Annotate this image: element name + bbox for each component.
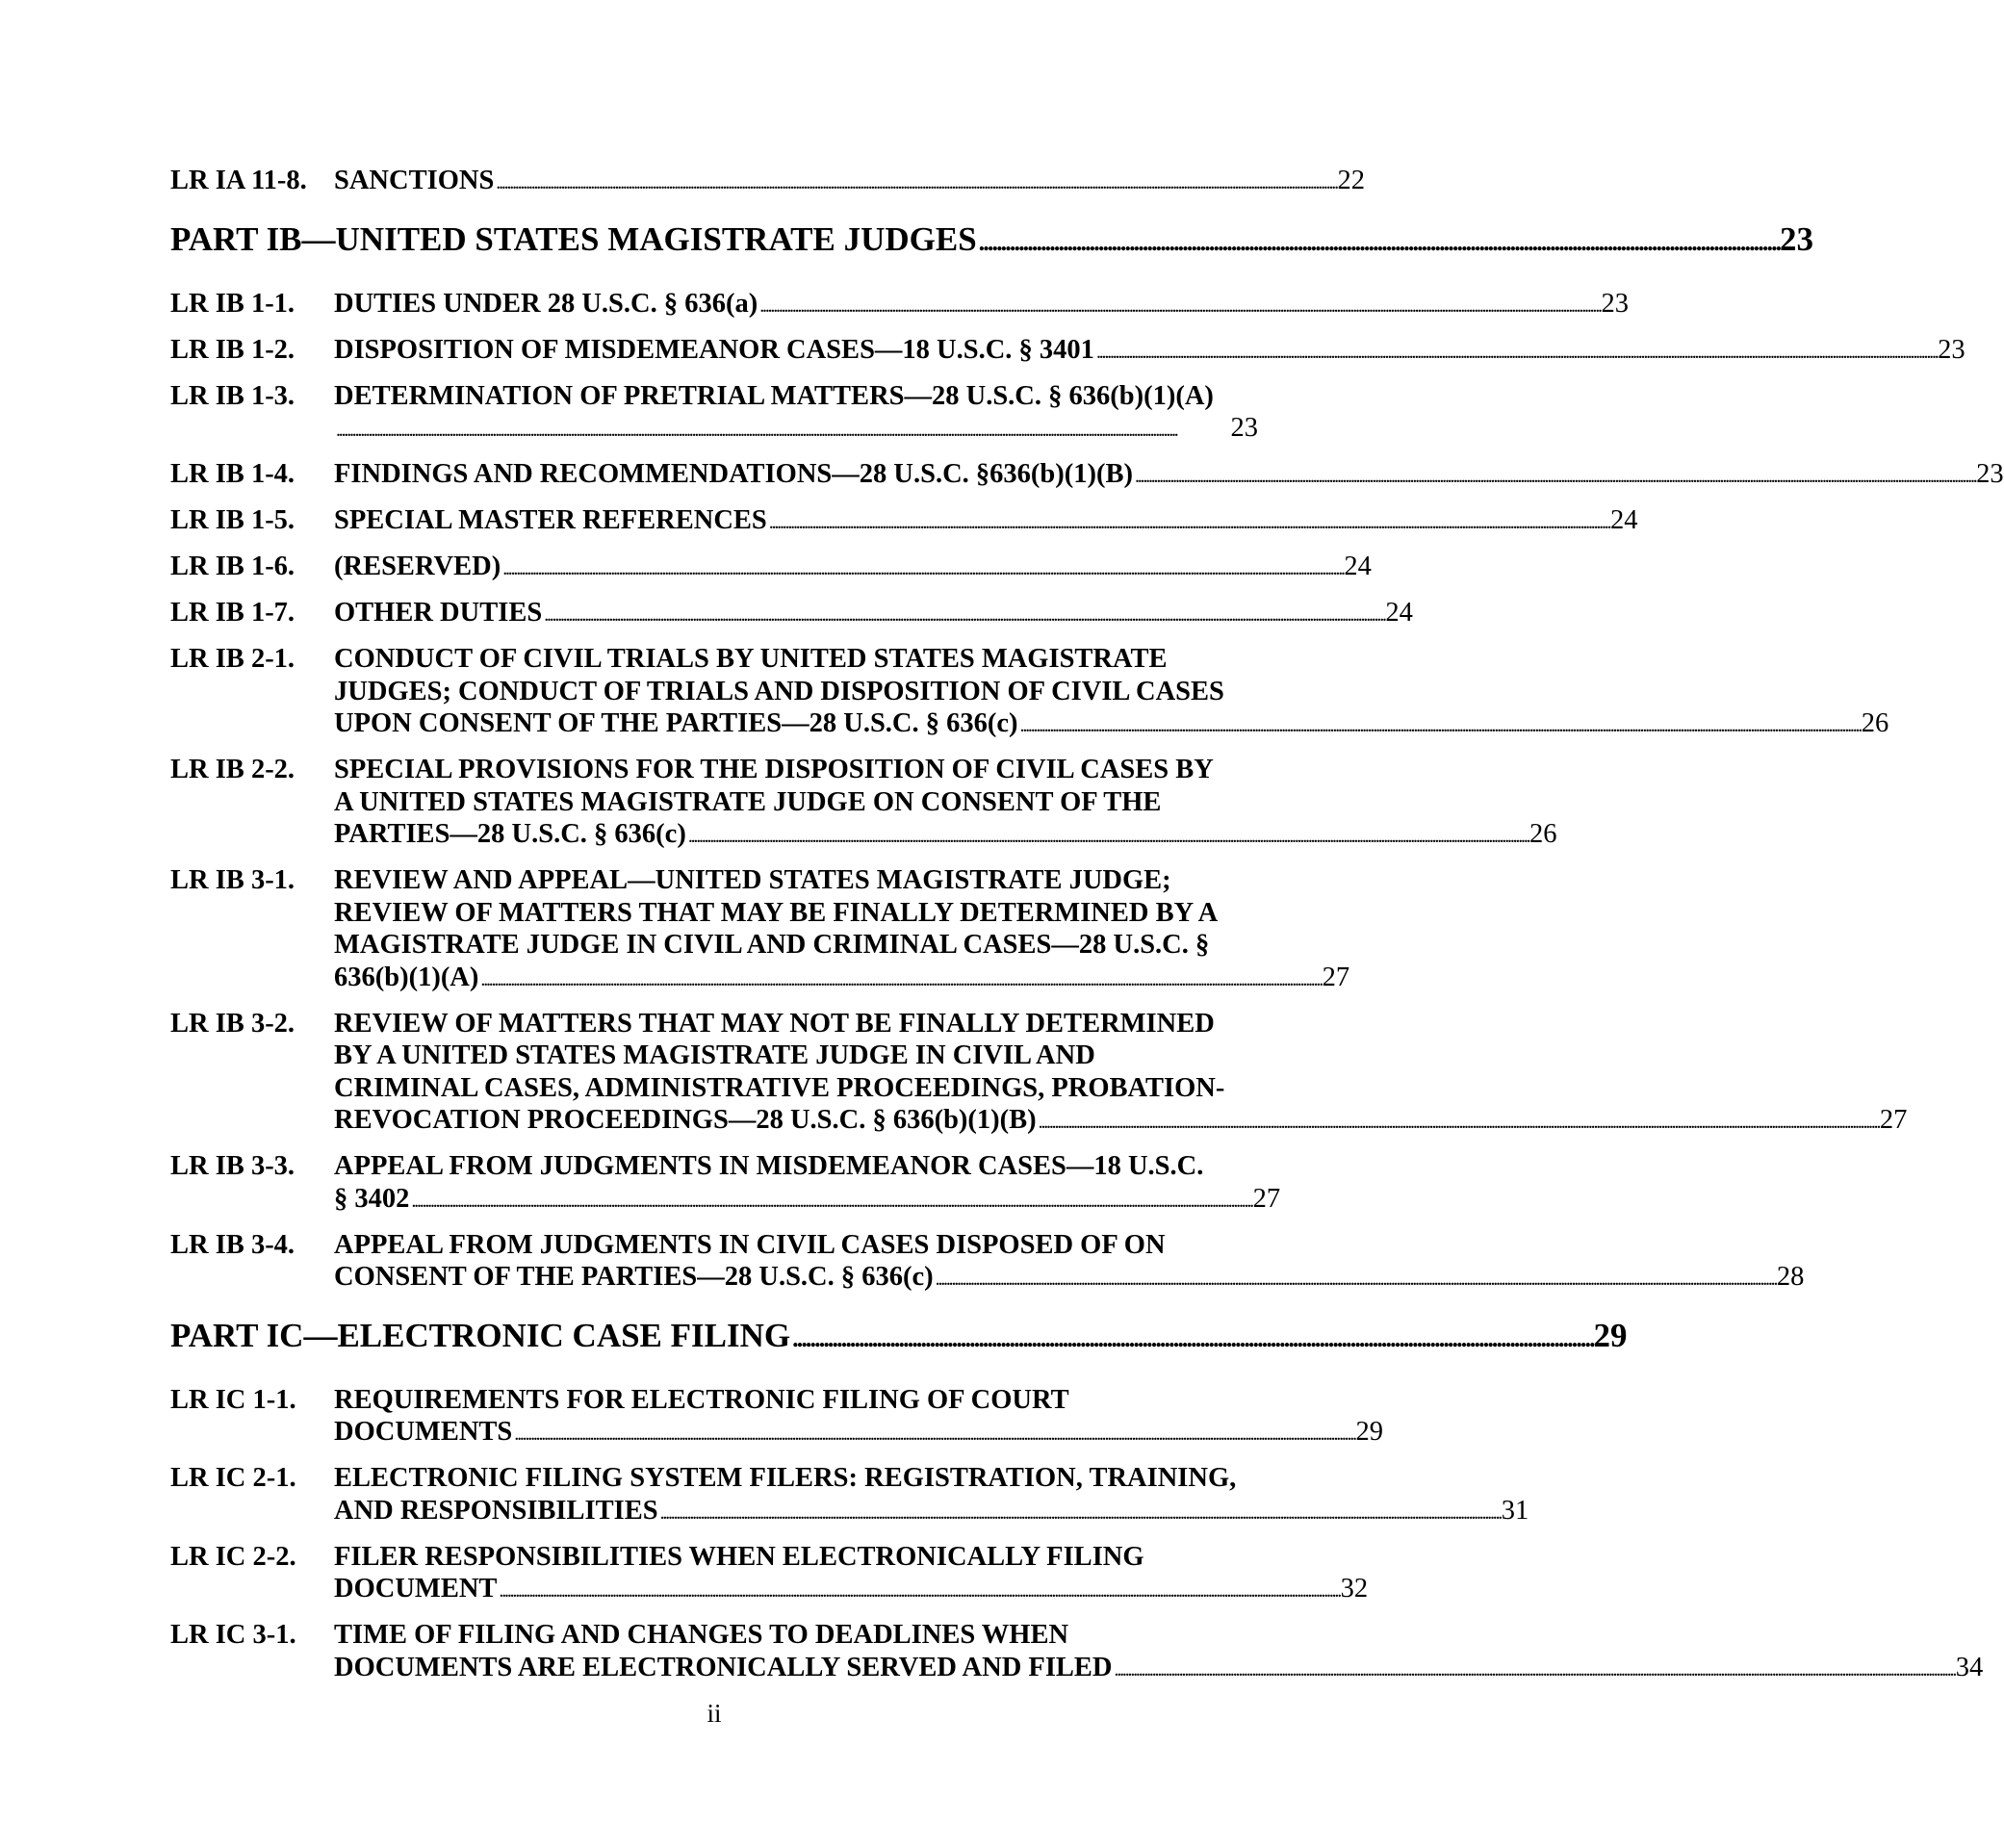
- rule-number: LR IB 1-4.: [170, 459, 295, 489]
- entry-title: [334, 288, 1629, 323]
- rule-number: LR IB 1-5.: [170, 505, 295, 535]
- entry-title: [334, 643, 1888, 743]
- toc-entry[interactable]: [170, 1462, 1529, 1529]
- toc-entry[interactable]: [170, 288, 1629, 323]
- title-text: OTHER DUTIES: [334, 598, 543, 628]
- toc-entry[interactable]: [170, 504, 1638, 540]
- entry-title: [334, 458, 2004, 494]
- title-line: [334, 929, 1349, 962]
- entry-page-number: 22: [1337, 166, 1366, 195]
- toc-entry[interactable]: [170, 551, 1372, 586]
- dot-leader: [502, 551, 1342, 586]
- entry-title: [334, 1619, 1983, 1686]
- part-page-number: 23: [1779, 219, 1813, 258]
- title-line: [334, 1652, 1983, 1687]
- entry-page-number: 23: [1230, 413, 1258, 443]
- title-line: [334, 1072, 1907, 1105]
- toc-entry[interactable]: [170, 754, 1557, 854]
- title-text: MAGISTRATE JUDGE IN CIVIL AND CRIMINAL CASES—28 U.S.C. §: [334, 930, 1210, 960]
- title-line: [334, 1261, 1804, 1296]
- dot-leader: [336, 412, 1229, 448]
- title-line: [334, 412, 1258, 448]
- rule-number: LR IC 1-1.: [170, 1384, 296, 1415]
- title-line: [334, 1183, 1280, 1219]
- entry-page-number: 27: [1879, 1105, 1908, 1135]
- rule-number: LR IB 3-3.: [170, 1151, 295, 1181]
- dot-leader: [769, 504, 1608, 540]
- toc-part-heading[interactable]: [170, 1316, 1628, 1359]
- rule-number: LR IC 2-2.: [170, 1541, 296, 1572]
- title-line: [334, 504, 1637, 540]
- entry-title: [334, 551, 1372, 586]
- entry-title: [334, 1541, 1368, 1608]
- dot-leader: [411, 1183, 1250, 1219]
- title-text: § 3402: [334, 1183, 410, 1214]
- toc-entry[interactable]: [170, 864, 1350, 996]
- dot-leader: [1135, 458, 1974, 494]
- entry-title: [334, 864, 1349, 996]
- dot-leader: [1039, 1104, 1878, 1140]
- title-text: REVIEW AND APPEAL—UNITED STATES MAGISTRATE JUDGE;: [334, 865, 1171, 895]
- entry-title: [334, 504, 1637, 540]
- dot-leader: [544, 597, 1383, 632]
- dot-leader: [1115, 1652, 1954, 1687]
- title-line: [334, 707, 1888, 743]
- title-text: BY A UNITED STATES MAGISTRATE JUDGE IN CIVIL AND: [334, 1040, 1095, 1070]
- title-text: SPECIAL MASTER REFERENCES: [334, 505, 767, 535]
- title-line: [334, 818, 1557, 854]
- rule-number: LR IB 2-1.: [170, 644, 295, 674]
- toc-entry[interactable]: [170, 334, 1965, 370]
- dot-leader: [514, 1416, 1353, 1451]
- entry-page-number: 28: [1776, 1262, 1805, 1292]
- entry-title: [334, 165, 1365, 200]
- title-line: [334, 551, 1372, 586]
- title-line: [334, 1008, 1907, 1040]
- part-title: PART IB—UNITED STATES MAGISTRATE JUDGES: [170, 219, 977, 258]
- dot-leader: [792, 1316, 1591, 1359]
- entry-title: [334, 1384, 1383, 1451]
- title-text: REVIEW OF MATTERS THAT MAY NOT BE FINALLY DETERMINED: [334, 1008, 1215, 1039]
- toc-entry[interactable]: [170, 643, 1889, 743]
- entry-page-number: 27: [1252, 1183, 1281, 1214]
- rule-number: LR IB 1-1.: [170, 288, 295, 319]
- dot-leader: [936, 1261, 1775, 1296]
- title-line: [334, 1150, 1280, 1183]
- title-text: (RESERVED): [334, 552, 501, 581]
- entry-page-number: 24: [1344, 552, 1372, 581]
- page-number: ii: [707, 1699, 722, 1728]
- rule-number: LR IB 1-6.: [170, 552, 295, 581]
- entry-page-number: 32: [1340, 1574, 1369, 1604]
- title-line: [334, 1040, 1907, 1072]
- entry-title: [334, 1229, 1804, 1296]
- title-line: [334, 1619, 1983, 1652]
- title-text: DOCUMENTS: [334, 1417, 513, 1447]
- title-line: [334, 288, 1629, 323]
- entry-title: [334, 597, 1413, 632]
- rule-number: LR IB 3-1.: [170, 865, 295, 895]
- rule-number: LR IC 3-1.: [170, 1620, 296, 1650]
- dot-leader: [688, 818, 1528, 854]
- toc-entry[interactable]: [170, 380, 1258, 448]
- dot-leader: [480, 962, 1320, 997]
- title-line: [334, 1104, 1907, 1140]
- title-text: FINDINGS AND RECOMMENDATIONS—28 U.S.C. §636(b)(1)(B): [334, 459, 1133, 489]
- entry-page-number: 24: [1609, 505, 1638, 535]
- title-text: DUTIES UNDER 28 U.S.C. § 636(a): [334, 288, 758, 319]
- toc-entry[interactable]: [170, 1150, 1281, 1218]
- entry-page-number: 24: [1385, 598, 1413, 628]
- dot-leader: [496, 165, 1335, 200]
- rule-number: LR IB 3-4.: [170, 1229, 295, 1260]
- title-text: APPEAL FROM JUDGMENTS IN MISDEMEANOR CASES—18 U.S.C.: [334, 1151, 1204, 1181]
- rule-number: LR IB 3-2.: [170, 1008, 295, 1039]
- title-text: CONSENT OF THE PARTIES—28 U.S.C. § 636(c): [334, 1262, 934, 1292]
- entry-page-number: 34: [1955, 1652, 1984, 1682]
- title-line: [334, 165, 1365, 200]
- toc-entry[interactable]: [170, 1541, 1369, 1608]
- title-line: [334, 458, 2004, 494]
- toc-entry[interactable]: [170, 1619, 1984, 1686]
- title-text: AND RESPONSIBILITIES: [334, 1495, 658, 1526]
- title-text: ELECTRONIC FILING SYSTEM FILERS: REGISTRATION, TRAINING,: [334, 1463, 1237, 1493]
- entry-page-number: 23: [1938, 334, 1965, 365]
- part-title: PART IC—ELECTRONIC CASE FILING: [170, 1316, 791, 1354]
- toc-entry[interactable]: [170, 458, 2004, 494]
- title-text: JUDGES; CONDUCT OF TRIALS AND DISPOSITION OF CIVIL CASES: [334, 676, 1224, 706]
- title-line: [334, 864, 1349, 897]
- title-line: [334, 597, 1413, 632]
- title-text: 636(b)(1)(A): [334, 962, 479, 992]
- rule-number: LR IC 2-1.: [170, 1463, 296, 1493]
- toc-entry[interactable]: [170, 597, 1413, 632]
- table-of-contents: [170, 165, 2004, 1698]
- toc-entry[interactable]: [170, 1008, 1908, 1140]
- entry-page-number: 29: [1355, 1417, 1383, 1447]
- title-text: A UNITED STATES MAGISTRATE JUDGE ON CONSENT OF THE: [334, 786, 1162, 817]
- title-line: [334, 1573, 1368, 1608]
- title-text: DOCUMENTS ARE ELECTRONICALLY SERVED AND FILED: [334, 1652, 1113, 1682]
- title-line: [334, 334, 1965, 370]
- title-text: TIME OF FILING AND CHANGES TO DEADLINES WHEN: [334, 1620, 1069, 1650]
- title-text: SPECIAL PROVISIONS FOR THE DISPOSITION OF CIVIL CASES BY: [334, 755, 1214, 784]
- title-text: CONDUCT OF CIVIL TRIALS BY UNITED STATES MAGISTRATE: [334, 644, 1168, 674]
- entry-title: [334, 1008, 1907, 1140]
- title-text: DETERMINATION OF PRETRIAL MATTERS—28 U.S.C. § 636(b)(1)(A): [334, 380, 1214, 411]
- rule-number: LR IB 1-7.: [170, 598, 295, 628]
- entry-page-number: 23: [1601, 288, 1629, 319]
- title-line: [334, 754, 1557, 786]
- dot-leader: [1096, 334, 1936, 370]
- title-text: PARTIES—28 U.S.C. § 636(c): [334, 819, 686, 849]
- title-text: UPON CONSENT OF THE PARTIES—28 U.S.C. § 636(c): [334, 708, 1018, 738]
- title-line: [334, 1416, 1383, 1451]
- entry-title: [334, 380, 1258, 448]
- toc-entry[interactable]: [170, 1229, 1805, 1296]
- entry-title: [334, 754, 1557, 854]
- title-line: [334, 1462, 1529, 1495]
- title-text: DOCUMENT: [334, 1574, 498, 1604]
- title-text: REVIEW OF MATTERS THAT MAY BE FINALLY DETERMINED BY A: [334, 897, 1219, 928]
- entry-page-number: 26: [1861, 708, 1889, 738]
- entry-page-number: 26: [1529, 819, 1557, 849]
- dot-leader: [759, 288, 1599, 323]
- title-text: APPEAL FROM JUDGMENTS IN CIVIL CASES DISPOSED OF ON: [334, 1229, 1166, 1260]
- rule-number: LR IA 11-8.: [170, 166, 307, 195]
- title-text: REQUIREMENTS FOR ELECTRONIC FILING OF COURT: [334, 1384, 1069, 1415]
- title-line: [334, 676, 1888, 708]
- rule-number: LR IB 2-2.: [170, 755, 295, 784]
- toc-part-heading[interactable]: [170, 219, 1813, 263]
- title-line: [334, 1541, 1368, 1574]
- title-line: [334, 380, 1258, 413]
- entry-title: [334, 334, 1965, 370]
- title-line: [334, 962, 1349, 997]
- toc-entry[interactable]: [170, 165, 1366, 200]
- entry-title: [334, 1150, 1280, 1218]
- title-line: [334, 786, 1557, 819]
- dot-leader: [979, 219, 1778, 263]
- dot-leader: [499, 1573, 1338, 1608]
- rule-number: LR IB 1-3.: [170, 380, 295, 411]
- entry-page-number: 23: [1976, 459, 2004, 489]
- entry-page-number: 31: [1501, 1495, 1529, 1526]
- rule-number: LR IB 1-2.: [170, 334, 295, 365]
- part-page-number: 29: [1593, 1316, 1628, 1354]
- title-text: CRIMINAL CASES, ADMINISTRATIVE PROCEEDINGS, PROBATION-: [334, 1072, 1225, 1103]
- title-text: DISPOSITION OF MISDEMEANOR CASES—18 U.S.C. § 3401: [334, 334, 1094, 365]
- entry-title: [334, 1462, 1529, 1529]
- toc-entry[interactable]: [170, 1384, 1383, 1451]
- entry-page-number: 27: [1322, 962, 1350, 992]
- dot-leader: [660, 1495, 1500, 1530]
- title-text: FILER RESPONSIBILITIES WHEN ELECTRONICALLY FILING: [334, 1541, 1144, 1572]
- dot-leader: [1020, 707, 1860, 743]
- title-line: [334, 1384, 1383, 1417]
- title-text: REVOCATION PROCEEDINGS—28 U.S.C. § 636(b)(1)(B): [334, 1105, 1037, 1135]
- title-line: [334, 897, 1349, 930]
- title-line: [334, 643, 1888, 676]
- title-line: [334, 1229, 1804, 1262]
- title-line: [334, 1495, 1529, 1530]
- title-text: SANCTIONS: [334, 166, 495, 195]
